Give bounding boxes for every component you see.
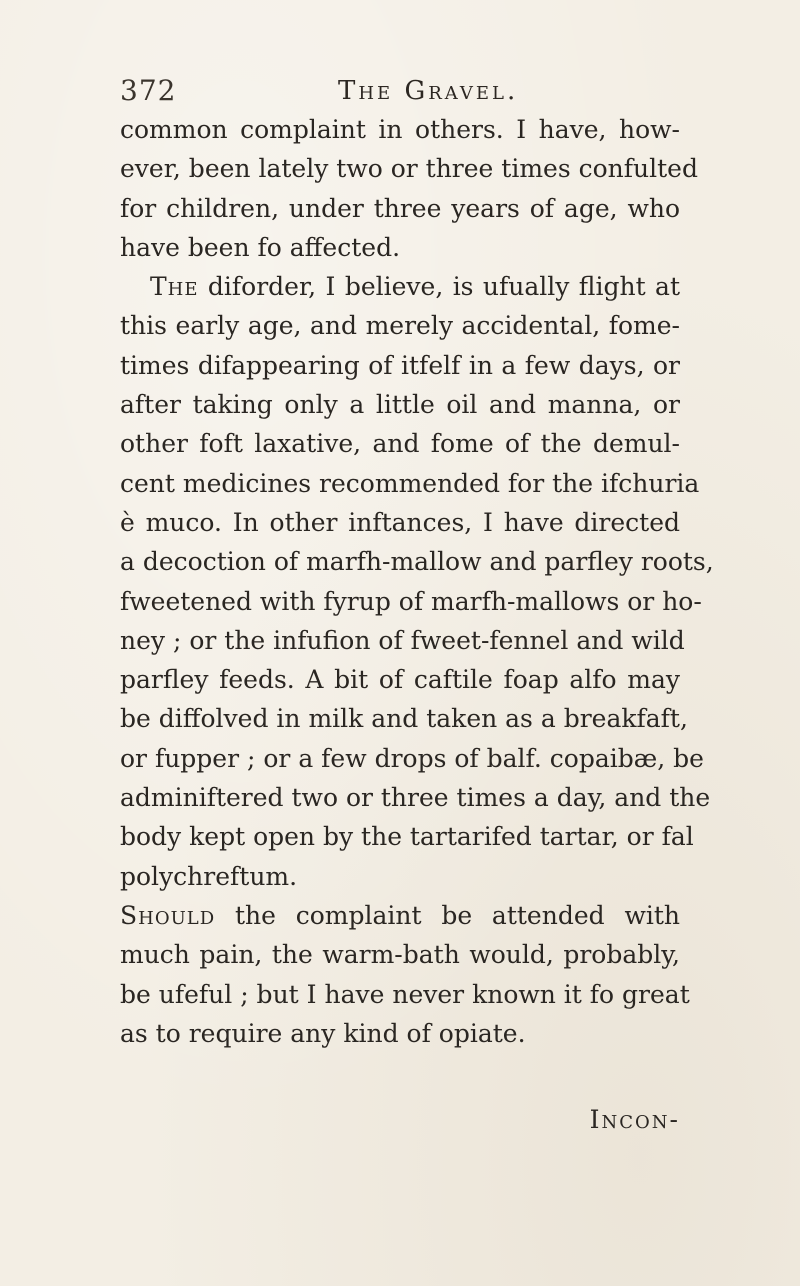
paragraph-lead-word: The <box>150 272 199 302</box>
text-line: cent medicines recommended for the ifchuria <box>120 468 700 498</box>
text-line <box>120 896 680 935</box>
text-line-rest: diforder, I believe, is ufually flight at <box>198 272 680 302</box>
text-line <box>120 267 680 306</box>
running-head: The Gravel. <box>338 76 519 106</box>
body-text <box>120 110 714 1053</box>
text-line: parfley feeds. A bit of caftile foap alfo may <box>120 665 680 695</box>
text-line: ney ; or the infufion of fweet-fennel and wild <box>120 625 685 655</box>
text-line: as to require any kind of opiate. <box>120 1018 526 1048</box>
paragraph-lead-word: Should <box>120 900 216 930</box>
text-line: a decoction of marfh-mallow and parfley roots, <box>120 547 714 577</box>
text-line: ever, been lately two or three times confulted <box>120 154 698 184</box>
catchword: Incon- <box>589 1105 680 1134</box>
text-line: after taking only a little oil and manna, or <box>120 390 680 420</box>
text-line: times difappearing of itfelf in a few days, or <box>120 350 680 380</box>
text-line: adminiftered two or three times a day, and the <box>120 783 711 813</box>
text-line: this early age, and merely accidental, fome- <box>120 311 680 341</box>
text-line: for children, under three years of age, who <box>120 193 680 223</box>
text-line: much pain, the warm-bath would, probably, <box>120 940 680 970</box>
text-line: è muco. In other inftances, I have directed <box>120 507 680 537</box>
page-number: 372 <box>120 74 177 107</box>
text-line: common complaint in others. I have, how- <box>120 115 680 144</box>
text-line: body kept open by the tartarifed tartar, or fal <box>120 822 694 852</box>
text-line: other foft laxative, and fome of the demul- <box>120 429 680 459</box>
text-line: polychreftum. <box>120 861 298 891</box>
text-line: be ufeful ; but I have never known it fo great <box>120 979 690 1009</box>
text-line: fweetened with fyrup of marfh-mallows or ho- <box>120 586 702 616</box>
page-header <box>120 70 680 110</box>
text-line: or fupper ; or a few drops of balf. copaibæ, be <box>120 743 704 773</box>
text-line: be diffolved in milk and taken as a breakfaft, <box>120 704 688 734</box>
text-line-rest: the complaint be attended with <box>215 900 680 930</box>
text-line: have been fo affected. <box>120 232 401 262</box>
